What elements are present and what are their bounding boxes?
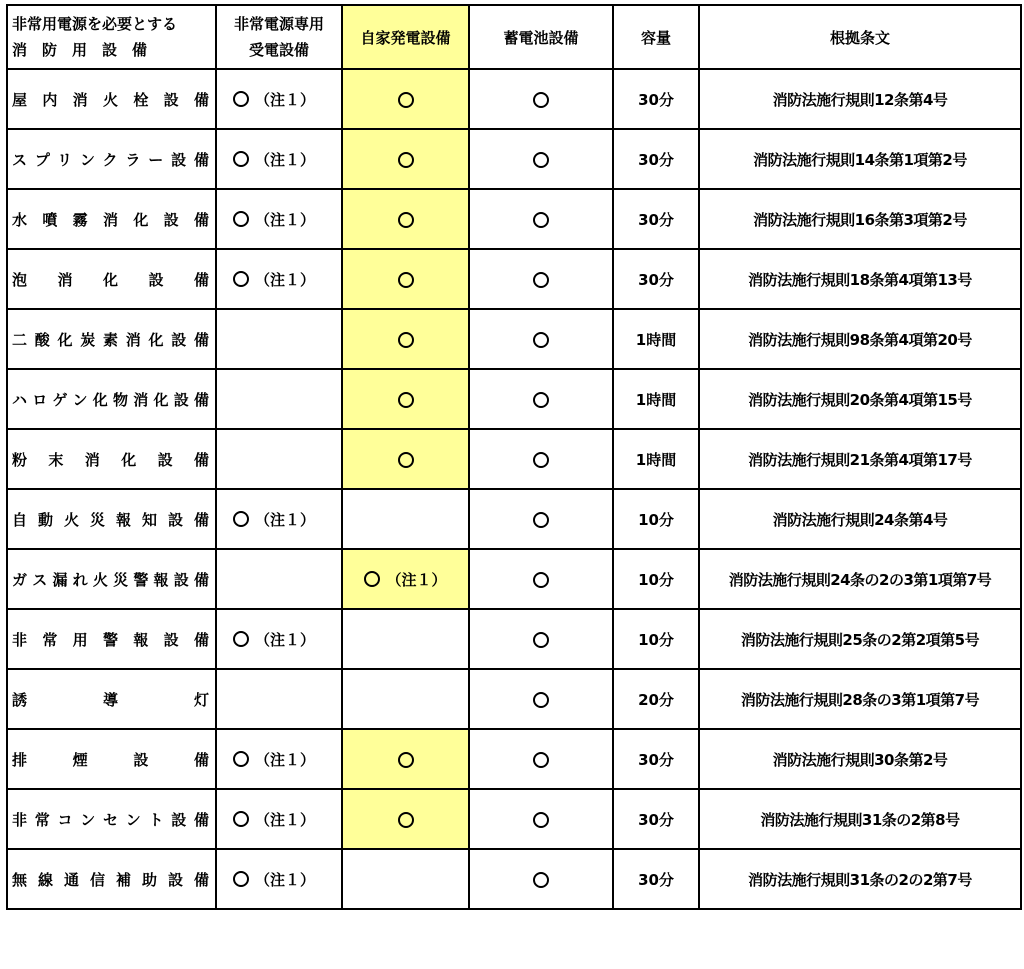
circle-mark-icon [533, 392, 549, 408]
equipment-name: 水噴霧消化設備 [7, 189, 216, 249]
table-body [7, 69, 1021, 909]
capacity-cell: 20分 [613, 669, 699, 729]
battery-cell [469, 609, 613, 669]
circle-mark-icon [398, 92, 414, 108]
receiving-equipment-cell [216, 489, 342, 549]
table-row [7, 729, 1021, 789]
note-label: （注１） [255, 870, 316, 889]
table-row [7, 489, 1021, 549]
note-label: （注１） [255, 150, 316, 169]
receiving-equipment-cell [216, 429, 342, 489]
note-label: （注１） [255, 810, 316, 829]
generator-cell [342, 189, 469, 249]
note-label: （注１） [255, 630, 316, 649]
circle-mark-icon [398, 392, 414, 408]
table-row [7, 429, 1021, 489]
receiving-equipment-cell [216, 669, 342, 729]
receiving-equipment-cell [216, 309, 342, 369]
receiving-equipment-cell [216, 609, 342, 669]
equipment-name: 自動火災報知設備 [7, 489, 216, 549]
table-row [7, 189, 1021, 249]
circle-mark-icon [533, 692, 549, 708]
table-row [7, 69, 1021, 129]
generator-cell [342, 489, 469, 549]
generator-cell [342, 609, 469, 669]
receiving-equipment-cell [216, 729, 342, 789]
table-row [7, 369, 1021, 429]
equipment-name: ガス漏れ火災警報設備 [7, 549, 216, 609]
table-row [7, 669, 1021, 729]
note-label: （注１） [386, 570, 447, 589]
equipment-name: 粉末消化設備 [7, 429, 216, 489]
law-reference-cell: 消防法施行規則31条の2の2第7号 [699, 849, 1021, 909]
header-equipment-line1: 非常用電源を必要とする [12, 15, 178, 33]
generator-cell [342, 369, 469, 429]
law-reference-cell: 消防法施行規則31条の2第8号 [699, 789, 1021, 849]
capacity-cell: 10分 [613, 489, 699, 549]
receiving-equipment-cell [216, 849, 342, 909]
law-reference-cell: 消防法施行規則98条第4項第20号 [699, 309, 1021, 369]
capacity-cell: 30分 [613, 789, 699, 849]
circle-mark-icon [533, 632, 549, 648]
generator-cell [342, 429, 469, 489]
header-law: 根拠条文 [699, 5, 1021, 69]
capacity-cell: 30分 [613, 249, 699, 309]
circle-mark-icon [233, 871, 249, 887]
note-label: （注１） [255, 510, 316, 529]
capacity-cell: 30分 [613, 189, 699, 249]
law-reference-cell: 消防法施行規則24条第4号 [699, 489, 1021, 549]
capacity-cell: 30分 [613, 849, 699, 909]
battery-cell [469, 429, 613, 489]
law-reference-cell: 消防法施行規則28条の3第1項第7号 [699, 669, 1021, 729]
capacity-cell: 30分 [613, 129, 699, 189]
circle-mark-icon [533, 452, 549, 468]
table-row [7, 309, 1021, 369]
law-reference-cell: 消防法施行規則25条の2第2項第5号 [699, 609, 1021, 669]
note-label: （注１） [255, 270, 316, 289]
receiving-equipment-cell [216, 69, 342, 129]
law-reference-cell: 消防法施行規則16条第3項第2号 [699, 189, 1021, 249]
battery-cell [469, 249, 613, 309]
circle-mark-icon [398, 332, 414, 348]
battery-cell [469, 849, 613, 909]
note-label: （注１） [255, 750, 316, 769]
generator-cell [342, 309, 469, 369]
generator-cell [342, 849, 469, 909]
table-row [7, 789, 1021, 849]
note-label: （注１） [255, 210, 316, 229]
generator-cell [342, 729, 469, 789]
table-row [7, 249, 1021, 309]
equipment-name: ハロゲン化物消化設備 [7, 369, 216, 429]
circle-mark-icon [398, 452, 414, 468]
generator-cell [342, 549, 469, 609]
generator-cell [342, 129, 469, 189]
equipment-name: 泡消化設備 [7, 249, 216, 309]
header-equipment [7, 5, 216, 69]
circle-mark-icon [533, 872, 549, 888]
fire-equipment-power-table-wrapper [6, 4, 1022, 910]
generator-cell [342, 789, 469, 849]
battery-cell [469, 189, 613, 249]
table-row [7, 849, 1021, 909]
receiving-equipment-cell [216, 789, 342, 849]
fire-equipment-power-table [6, 4, 1022, 910]
battery-cell [469, 489, 613, 549]
equipment-name: スプリンクラー設備 [7, 129, 216, 189]
note-label: （注１） [255, 90, 316, 109]
receiving-equipment-cell [216, 189, 342, 249]
equipment-name: 誘導灯 [7, 669, 216, 729]
capacity-cell: 30分 [613, 69, 699, 129]
capacity-cell: 1時間 [613, 369, 699, 429]
header-capacity: 容量 [613, 5, 699, 69]
capacity-cell: 1時間 [613, 309, 699, 369]
equipment-name: 非常コンセント設備 [7, 789, 216, 849]
table-row [7, 549, 1021, 609]
law-reference-cell: 消防法施行規則20条第4項第15号 [699, 369, 1021, 429]
table-row [7, 129, 1021, 189]
circle-mark-icon [533, 752, 549, 768]
equipment-name: 屋内消火栓設備 [7, 69, 216, 129]
circle-mark-icon [398, 152, 414, 168]
battery-cell [469, 309, 613, 369]
battery-cell [469, 129, 613, 189]
circle-mark-icon [398, 812, 414, 828]
circle-mark-icon [233, 631, 249, 647]
generator-cell [342, 69, 469, 129]
law-reference-cell: 消防法施行規則12条第4号 [699, 69, 1021, 129]
circle-mark-icon [533, 812, 549, 828]
circle-mark-icon [398, 272, 414, 288]
law-reference-cell: 消防法施行規則30条第2号 [699, 729, 1021, 789]
circle-mark-icon [233, 271, 249, 287]
circle-mark-icon [533, 212, 549, 228]
law-reference-cell: 消防法施行規則24条の2の3第1項第7号 [699, 549, 1021, 609]
circle-mark-icon [533, 512, 549, 528]
receiving-equipment-cell [216, 549, 342, 609]
table-row [7, 609, 1021, 669]
header-row [7, 5, 1021, 69]
circle-mark-icon [533, 92, 549, 108]
circle-mark-icon [533, 332, 549, 348]
receiving-equipment-cell [216, 249, 342, 309]
header-battery: 蓄電池設備 [469, 5, 613, 69]
equipment-name: 無線通信補助設備 [7, 849, 216, 909]
header-generator: 自家発電設備 [342, 5, 469, 69]
capacity-cell: 10分 [613, 549, 699, 609]
capacity-cell: 10分 [613, 609, 699, 669]
generator-cell [342, 249, 469, 309]
equipment-name: 非常用警報設備 [7, 609, 216, 669]
law-reference-cell: 消防法施行規則14条第1項第2号 [699, 129, 1021, 189]
circle-mark-icon [233, 811, 249, 827]
equipment-name: 排煙設備 [7, 729, 216, 789]
circle-mark-icon [233, 91, 249, 107]
circle-mark-icon [233, 151, 249, 167]
battery-cell [469, 69, 613, 129]
battery-cell [469, 369, 613, 429]
capacity-cell: 1時間 [613, 429, 699, 489]
circle-mark-icon [233, 751, 249, 767]
header-receiving-line2: 受電設備 [248, 41, 309, 59]
circle-mark-icon [233, 511, 249, 527]
battery-cell [469, 549, 613, 609]
circle-mark-icon [398, 752, 414, 768]
circle-mark-icon [398, 212, 414, 228]
circle-mark-icon [364, 571, 380, 587]
header-equipment-line2: 消 防 用 設 備 [12, 41, 148, 59]
battery-cell [469, 669, 613, 729]
capacity-cell: 30分 [613, 729, 699, 789]
header-receiving [216, 5, 342, 69]
receiving-equipment-cell [216, 369, 342, 429]
battery-cell [469, 729, 613, 789]
circle-mark-icon [533, 572, 549, 588]
generator-cell [342, 669, 469, 729]
receiving-equipment-cell [216, 129, 342, 189]
battery-cell [469, 789, 613, 849]
equipment-name: 二酸化炭素消化設備 [7, 309, 216, 369]
circle-mark-icon [533, 152, 549, 168]
law-reference-cell: 消防法施行規則18条第4項第13号 [699, 249, 1021, 309]
circle-mark-icon [233, 211, 249, 227]
law-reference-cell: 消防法施行規則21条第4項第17号 [699, 429, 1021, 489]
circle-mark-icon [533, 272, 549, 288]
header-receiving-line1: 非常電源専用 [233, 15, 324, 33]
